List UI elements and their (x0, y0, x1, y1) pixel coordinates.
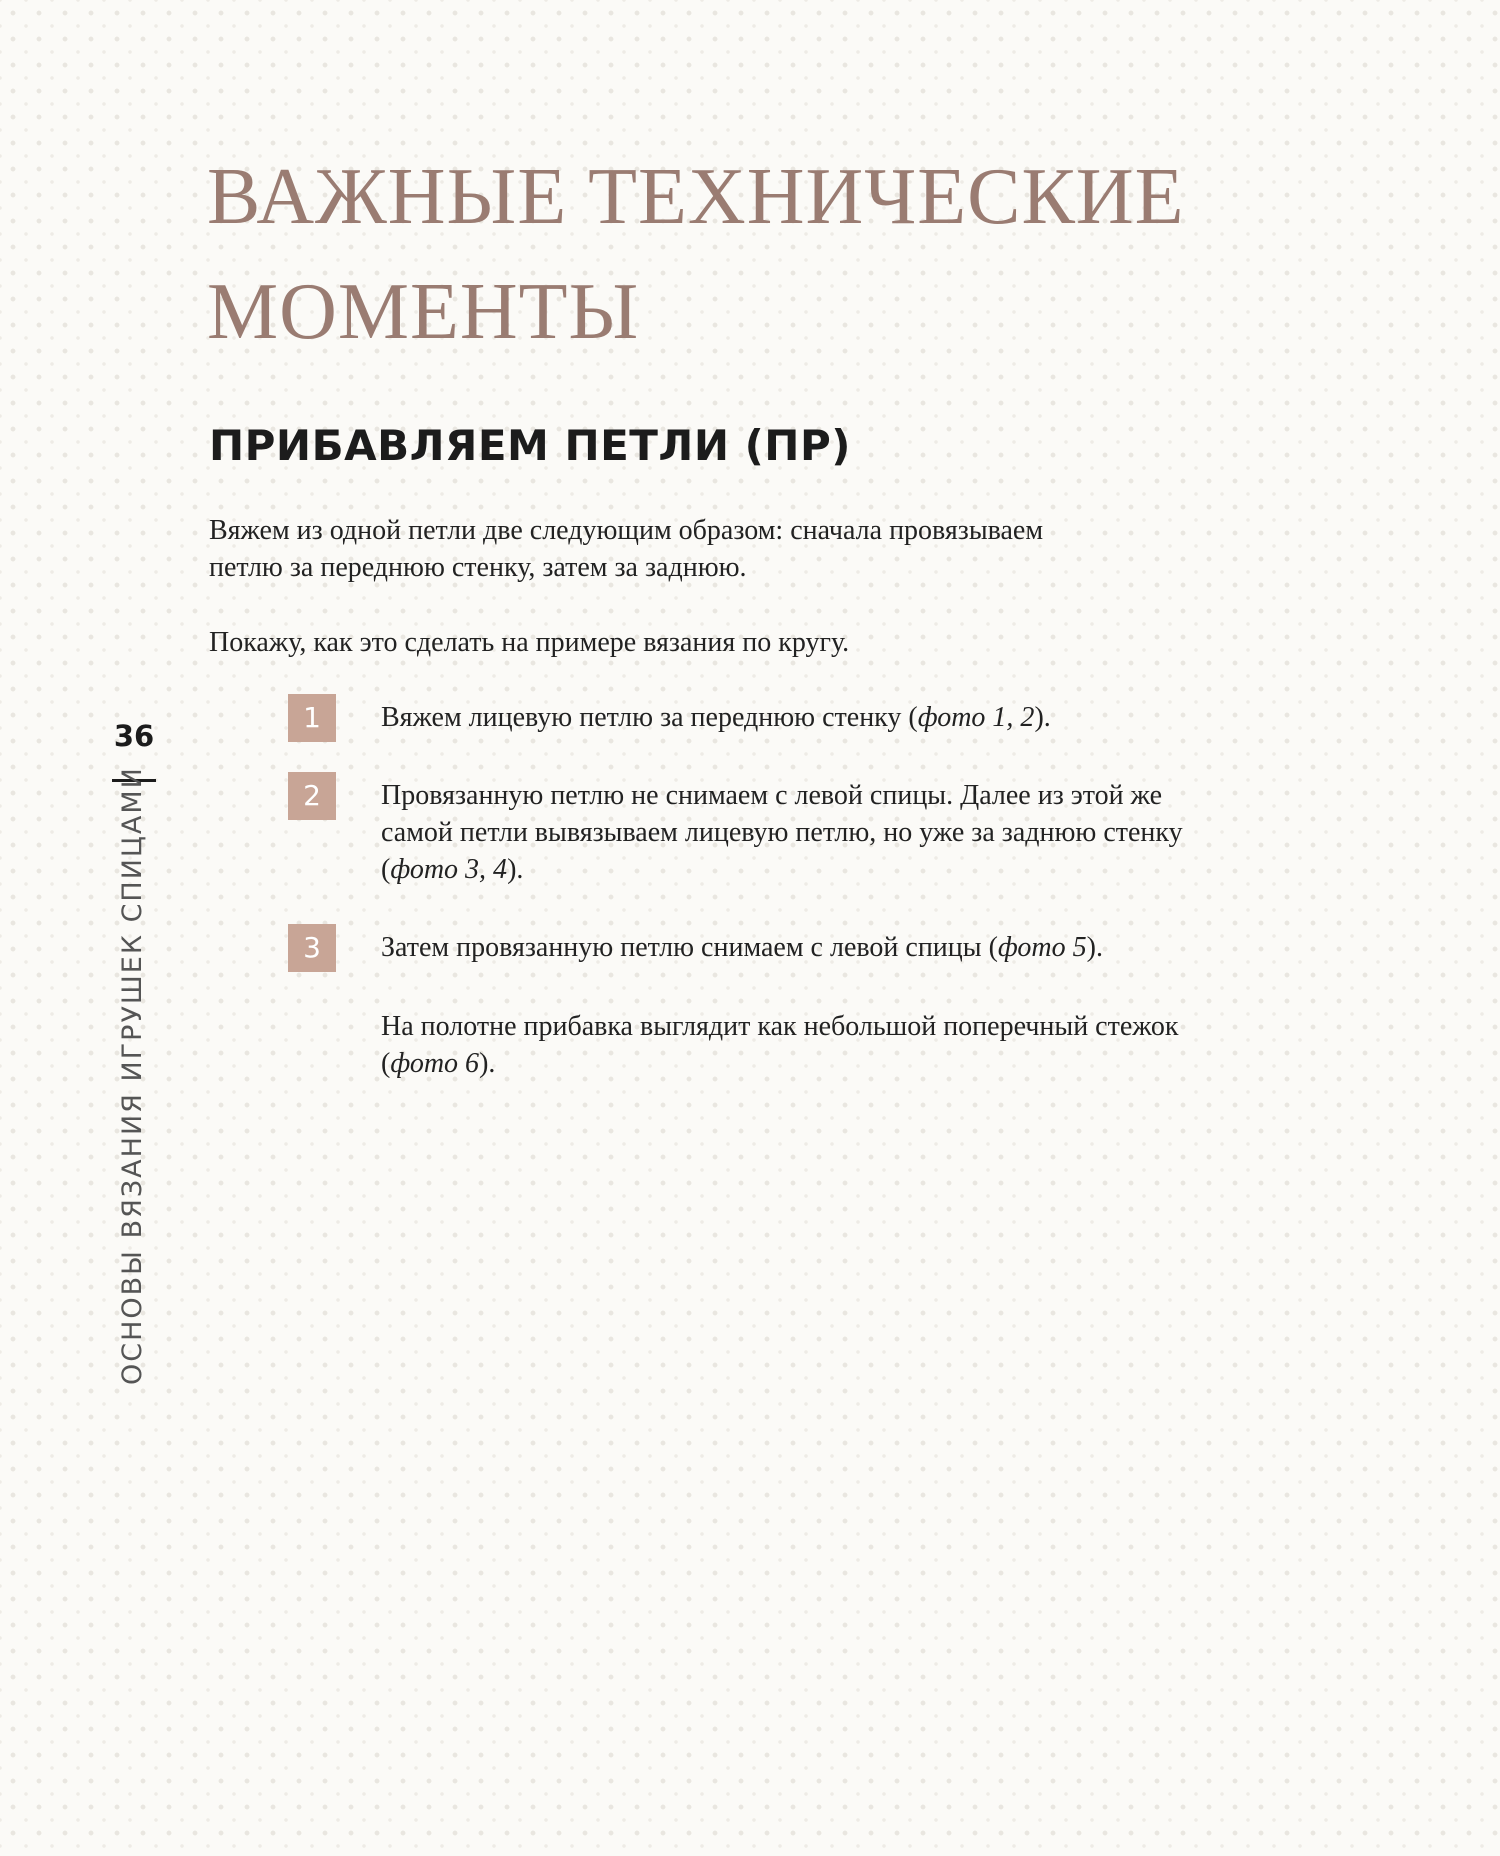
step-number-badge: 1 (288, 694, 336, 742)
step-3-note-photo-ref: фото 6 (390, 1048, 480, 1079)
intro-paragraph-2: Покажу, как это сделать на примере вязания по кругу. (209, 627, 850, 658)
step-2-line-2: самой петли вывязываем лицевую петлю, но уже за заднюю стенку (381, 817, 1183, 848)
step-3-note: На полотне прибавка выглядит как небольшой поперечный стежок (фото 6). (381, 1011, 1179, 1079)
step-2 (288, 772, 1368, 888)
running-head: ОСНОВЫ ВЯЗАНИЯ ИГРУШЕК СПИЦАМИ (117, 766, 148, 1385)
page-title-line-2: МОМЕНТЫ (207, 268, 640, 356)
step-3-text-before: Затем провязанную петлю снимаем с левой спицы ( (381, 932, 998, 963)
step-2-line-1: Провязанную петлю не снимаем с левой спицы. Далее из этой же (381, 780, 1163, 811)
step-1-text-before: Вяжем лицевую петлю за переднюю стенку ( (381, 702, 918, 733)
page-title-line-1: ВАЖНЫЕ ТЕХНИЧЕСКИЕ (207, 153, 1185, 241)
intro-paragraph (209, 512, 1309, 586)
intro-line-1: Вяжем из одной петли две следующим образом: сначала провязываем (209, 515, 1044, 546)
step-2-text-after: ). (507, 854, 524, 885)
step-3-photo-ref: фото 5 (997, 932, 1087, 963)
page-title (207, 140, 1307, 370)
step-number-badge: 3 (288, 924, 336, 972)
step-3-text (381, 924, 1368, 966)
step-3-note-after: ). (479, 1048, 496, 1079)
section-heading: ПРИБАВЛЯЕМ ПЕТЛИ (ПР) (209, 421, 851, 470)
step-2-text: Провязанную петлю не снимаем с левой спицы. Далее из этой же самой петли вывязываем лицевую петлю, но уже за заднюю стенку (фото 3, 4). (381, 780, 1183, 885)
step-3 (288, 924, 1368, 1082)
step-1-text-after: ). (1034, 702, 1051, 733)
page-number: 36 (113, 719, 155, 753)
intro-line-2: петлю за переднюю стенку, затем за заднюю. (209, 552, 747, 583)
step-number-badge: 2 (288, 772, 336, 820)
step-2-photo-ref: фото 3, 4 (390, 854, 508, 885)
step-1 (288, 694, 1368, 736)
steps-list (288, 694, 1368, 1082)
step-3-note-line-1: На полотне прибавка выглядит как небольшой поперечный стежок (381, 1011, 1179, 1042)
step-3-text-after: ). (1086, 932, 1103, 963)
step-1-text (381, 694, 1368, 736)
step-1-photo-ref: фото 1, 2 (917, 702, 1035, 733)
